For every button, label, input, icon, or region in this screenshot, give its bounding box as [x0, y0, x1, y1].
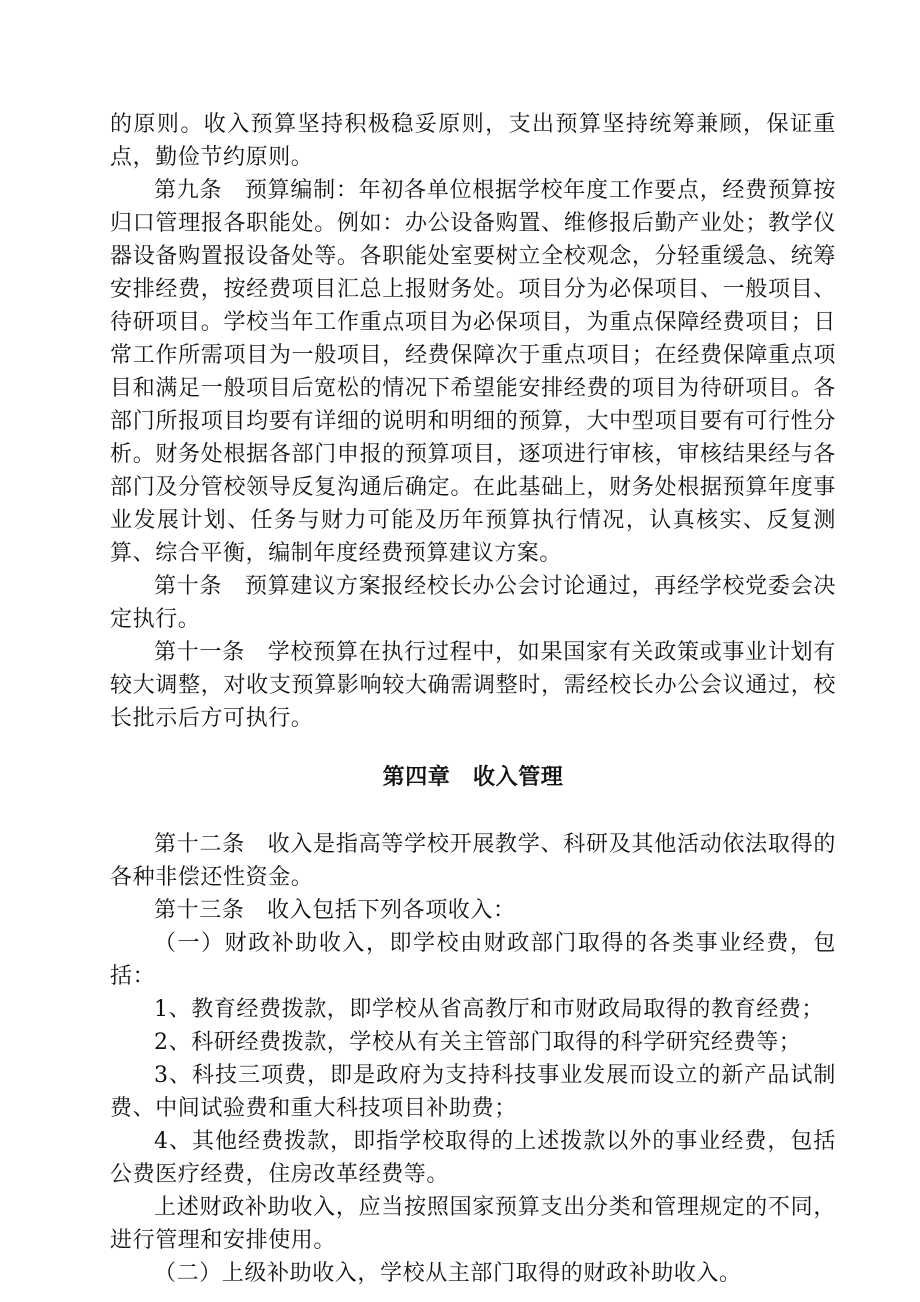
document-page: [110, 108, 836, 1290]
article-10: 第十条 预算建议方案报经校长办公会讨论通过，再经学校党委会决定执行。: [110, 574, 836, 632]
article-9: 第九条 预算编制：年初各单位根据学校年度工作要点，经费预算按归口管理报各职能处。例如：办公设备购置、维修报后勤产业处；教学仪器设备购置报设备处等。各职能处室要树立全校观念，分轻重缓急、统筹安排经费，按经费项目汇总上报财务处。项目分为必保项目、一般项目、待研项目。学校当年工作重点项目为必保项目，为重点保障经费项目；日常工作所需项目为一般项目，经费保障次于重点项目；在经费保障重点项目和满足一般项目后宽松的情况下希望能安排经费的项目为待研项目。各部门所报项目均要有详细的说明和明细的预算，大中型项目要有可行性分析。财务处根据各部门申报的预算项目，逐项进行审核，审核结果经与各部门及分管校领导反复沟通后确定。在此基础上，财务处根据预算年度事业发展计划、任务与财力可能及历年预算执行情况，认真核实、反复测算、综合平衡，编制年度经费预算建议方案。: [110, 178, 836, 566]
item-fiscal-subsidy: （一）财政补助收入，即学校由财政部门取得的各类事业经费，包括：: [110, 931, 836, 989]
item-3: 3、科技三项费，即是政府为支持科技事业发展而设立的新产品试制费、中间试验费和重大科技项目补助费；: [110, 1063, 836, 1121]
fiscal-subsidy-note: 上述财政补助收入，应当按照国家预算支出分类和管理规定的不同，进行管理和安排使用。: [110, 1195, 836, 1253]
item-1: 1、教育经费拨款，即学校从省高教厅和市财政局取得的教育经费；: [154, 997, 824, 1022]
chapter-title: 第四章 收入管理: [382, 765, 564, 790]
item-2: 2、科研经费拨款，学校从有关主管部门取得的科学研究经费等；: [154, 1030, 802, 1055]
item-superior-subsidy: （二）上级补助收入，学校从主部门取得的财政补助收入。: [154, 1261, 742, 1286]
item-4: 4、其他经费拨款，即指学校取得的上述拨款以外的事业经费，包括公费医疗经费，住房改革经费等。: [110, 1129, 836, 1187]
paragraph-continuation: 的原则。收入预算坚持积极稳妥原则，支出预算坚持统筹兼顾，保证重点，勤俭节约原则。: [110, 112, 836, 170]
article-11: 第十一条 学校预算在执行过程中，如果国家有关政策或事业计划有较大调整，对收支预算影响较大确需调整时，需经校长办公会议通过，校长批示后方可执行。: [110, 640, 836, 731]
article-13: 第十三条 收入包括下列各项收入：: [154, 898, 516, 923]
article-12: 第十二条 收入是指高等学校开展教学、科研及其他活动依法取得的各种非偿还性资金。: [110, 832, 836, 890]
